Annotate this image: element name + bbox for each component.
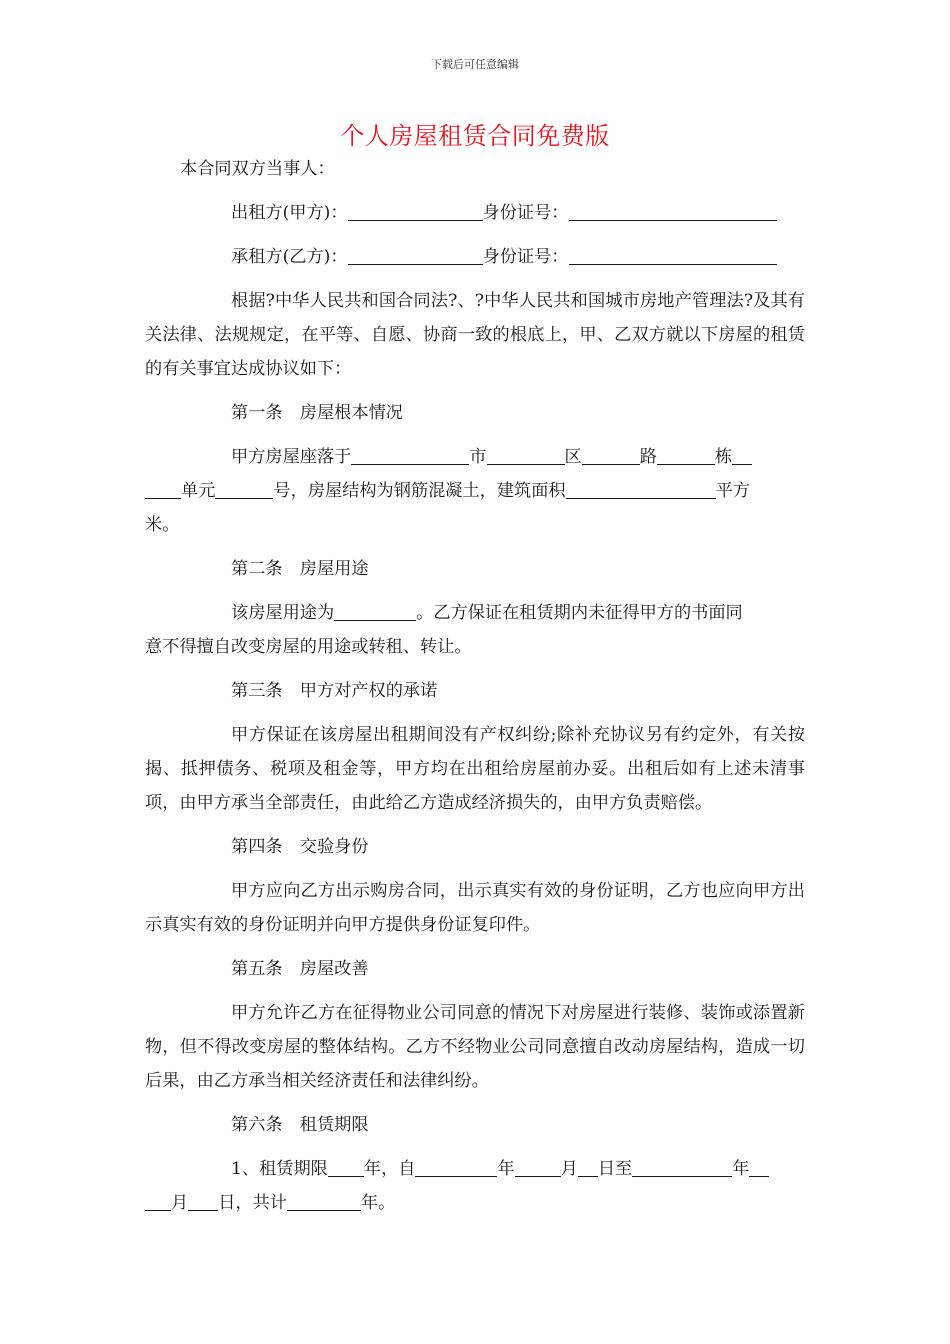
lessee-line xyxy=(145,240,805,274)
lessor-id-label: 身份证号： xyxy=(482,203,569,223)
article-1-line-3: 米。 xyxy=(145,515,180,535)
article-1-building: 栋 xyxy=(714,447,733,467)
article-6-year: 年 xyxy=(497,1159,515,1179)
end-month-blank xyxy=(145,1192,171,1211)
parties-intro: 本合同双方当事人： xyxy=(180,159,335,179)
lessor-label: 出租方(甲方)： xyxy=(231,203,348,223)
building-blank xyxy=(657,446,715,465)
article-3-body: 甲方保证在该房屋出租期间没有产权纠纷;除补充协议另有约定外，有关按揭、抵押债务、税项及租金等，甲方均在出租给房屋前办妥。出租后如有上述未清事项，由甲方承当全部责任，由此给乙方造成经济损失的，由甲方负责赔偿。 xyxy=(145,725,805,813)
article-4-heading: 第四条 交验身份 xyxy=(231,837,369,857)
area-blank xyxy=(566,480,716,499)
lessee-label: 承租方(乙方)： xyxy=(231,247,348,267)
article-6-line-1 xyxy=(145,1152,805,1186)
article-1-structure: 号，房屋结构为钢筋混凝土，建筑面积 xyxy=(273,481,566,501)
article-6-month: 月 xyxy=(560,1159,578,1179)
lessor-line xyxy=(145,196,805,230)
article-2-heading: 第二条 房屋用途 xyxy=(231,559,369,579)
article-6-line-2 xyxy=(145,1186,805,1220)
start-year-blank xyxy=(415,1158,497,1177)
document-title: 个人房屋租赁合同免费版 xyxy=(340,122,610,150)
article-3-heading: 第三条 甲方对产权的承诺 xyxy=(231,681,438,701)
preamble: 根据?中华人民共和国合同法?、?中华人民共和国城市房地产管理法?及其有关法律、法规规定，在平等、自愿、协商一致的根底上，甲、乙双方就以下房屋的租赁的有关事宜达成协议如下： xyxy=(145,291,805,379)
end-year-blank xyxy=(632,1158,732,1177)
article-1-line-2 xyxy=(145,474,805,508)
article-2-line-1 xyxy=(145,596,805,630)
district-blank xyxy=(487,446,565,465)
article-1-district: 区 xyxy=(564,447,582,467)
lessor-name-blank xyxy=(348,202,483,221)
article-5-heading: 第五条 房屋改善 xyxy=(231,959,369,979)
article-6-heading: 第六条 租赁期限 xyxy=(231,1115,369,1135)
number-blank xyxy=(215,480,273,499)
article-1-text: 甲方房屋座落于 xyxy=(231,447,352,467)
article-1-city: 市 xyxy=(469,447,487,467)
lessor-id-blank xyxy=(569,202,777,221)
city-blank xyxy=(351,446,469,465)
article-6-end-month: 月 xyxy=(171,1193,189,1213)
start-month-blank xyxy=(515,1158,561,1177)
article-1-road: 路 xyxy=(639,447,657,467)
article-1-line-1 xyxy=(145,440,805,474)
article-4-body: 甲方应向乙方出示购房合同，出示真实有效的身份证明，乙方也应向甲方出示真实有效的身份证明并向甲方提供身份证复印件。 xyxy=(145,881,805,935)
lessee-id-label: 身份证号： xyxy=(482,247,569,267)
article-6-year-end: 年。 xyxy=(360,1193,396,1213)
end-day-blank xyxy=(188,1192,218,1211)
article-2-text: 该房屋用途为 xyxy=(231,603,335,623)
article-2-line-2: 意不得擅自改变房屋的用途或转租、转让。 xyxy=(145,637,472,657)
lessee-name-blank xyxy=(348,246,483,265)
article-6-day-to: 日至 xyxy=(597,1159,633,1179)
article-6-from: 年，自 xyxy=(363,1159,416,1179)
article-6-end-year: 年 xyxy=(732,1159,750,1179)
article-1-unit-sq: 平方 xyxy=(715,481,750,501)
purpose-blank xyxy=(334,602,416,621)
total-years-blank xyxy=(287,1192,361,1211)
article-2-text-2: 。乙方保证在租赁期内未征得甲方的书面同 xyxy=(416,603,743,623)
start-day-blank xyxy=(578,1158,598,1177)
lessee-id-blank xyxy=(569,246,777,265)
article-6-total: 日，共计 xyxy=(218,1193,287,1213)
end-year-tail-blank xyxy=(749,1158,769,1177)
unit-blank xyxy=(145,480,181,499)
article-6-text: 1、租赁期限 xyxy=(231,1159,328,1179)
header-note: 下载后可任意编辑 xyxy=(431,58,519,71)
article-1-heading: 第一条 房屋根本情况 xyxy=(231,403,403,423)
road-blank xyxy=(582,446,640,465)
article-5-body: 甲方允许乙方在征得物业公司同意的情况下对房屋进行装修、装饰或添置新物，但不得改变房屋的整体结构。乙方不经物业公司同意擅自改动房屋结构，造成一切后果，由乙方承当相关经济责任和法律纠纷。 xyxy=(145,1003,805,1091)
term-years-blank xyxy=(328,1158,364,1177)
contract-body xyxy=(145,152,805,1220)
building-tail-blank xyxy=(732,446,752,465)
article-1-unit: 单元 xyxy=(181,481,216,501)
